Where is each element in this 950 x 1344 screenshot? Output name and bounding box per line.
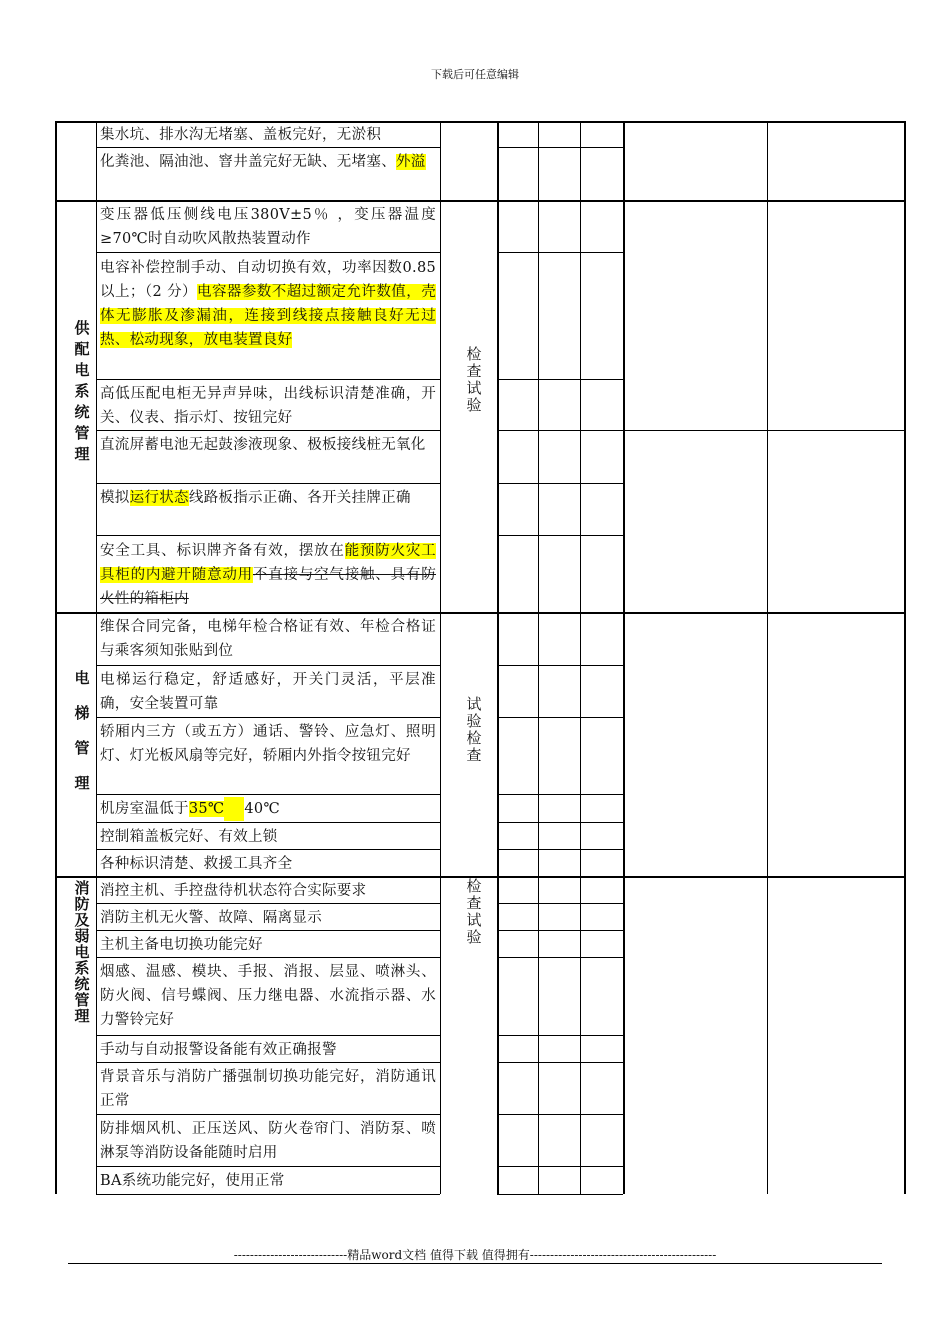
section-label-fire-weak-current [68,880,94,1024]
row-line [96,717,440,718]
score-row-line [497,717,623,718]
item-text-span: 控制箱盖板完好、有效上锁 [100,829,278,845]
col-line [538,121,539,1194]
item-text [100,960,436,1032]
score-row-line [497,535,623,536]
row-line [96,903,440,904]
score-row-line [497,794,623,795]
row-line [96,849,440,850]
score-row-line [497,903,623,904]
page-header: 下载后可任意编辑 [431,68,519,81]
item-text-span: 电容补偿控制手动、自动切换有效，功率因数0.85以上；（2 分） [100,260,436,300]
section-label-text: 消防及弱电系统管理 [72,880,91,1024]
item-text [100,879,436,903]
row-line [96,1194,440,1195]
section-label-elevator [68,670,94,810]
row-line [96,1062,440,1063]
score-row-line [497,1035,623,1036]
item-text-span: 主机主备电切换功能完好 [100,937,263,953]
score-row-line [497,665,623,666]
item-text [100,933,436,957]
row-line [96,665,440,666]
highlighted-text: 外溢 [396,154,426,170]
item-text [100,615,436,663]
item-text [100,668,436,716]
highlight-gap [224,797,244,821]
row-line [96,147,440,148]
page-footer: ----------------------------精品word文档 值得下载 值得拥有---------------------------------------------- [233,1248,717,1262]
method-label-elevator [458,696,488,764]
score-row-line [497,822,623,823]
section-separator [55,612,906,614]
item-text-span: 手动与自动报警设备能有效正确报警 [100,1042,337,1058]
score-row-line [497,379,623,380]
score-row-line [497,1114,623,1115]
section-label-text: 电梯管理 [72,670,91,810]
item-text-span: 背景音乐与消防广播强制切换功能完好，消防通讯正常 [100,1069,436,1109]
highlighted-text: 35℃ [188,801,225,817]
col-line [96,121,97,1194]
score-row-line [497,483,623,484]
score-row-line [497,252,623,253]
item-text [100,539,436,611]
item-text [100,825,436,849]
item-text-span: 安全工具、标识牌齐备有效，摆放在 [100,543,345,559]
item-text-span: 线路板指示正确、各开关挂牌正确 [188,490,411,506]
item-text-span: 高低压配电柜无异声异味，出线标识清楚准确，开关、仪表、指示灯、按钮完好 [100,386,436,426]
score-row-line [497,849,623,850]
item-text [100,256,436,352]
col-line [497,121,499,1194]
item-text [100,852,436,876]
row-line [96,1114,440,1115]
item-text [100,1117,436,1165]
footer-rule [68,1263,882,1264]
score-row-line [497,1062,623,1063]
item-text-span: BA系统功能完好，使用正常 [100,1173,285,1189]
row-line [96,822,440,823]
col-line [440,121,441,1194]
method-label-fire-weak-current [458,878,488,946]
item-text-span: 各种标识清楚、救援工具齐全 [100,856,293,872]
item-text [100,123,436,147]
item-text-span: 集水坑、排水沟无堵塞、盖板完好，无淤积 [100,127,382,143]
score-row-line [497,430,623,431]
item-text [100,1169,436,1193]
item-text-span: 消防主机无火警、故障、隔离显示 [100,910,322,926]
row-line [96,535,440,536]
item-text-span: 电梯运行稳定，舒适感好，开关门灵活，平层准确，安全装置可靠 [100,672,436,712]
item-text [100,720,436,768]
item-text [100,1038,436,1062]
row-line [96,430,440,431]
item-text-span: 防排烟风机、正压送风、防火卷帘门、消防泵、喷淋泵等消防设备能随时启用 [100,1121,436,1161]
item-text [100,382,436,430]
item-text-span: 烟感、温感、模块、手报、消报、层显、喷淋头、防火阀、信号蝶阀、压力继电器、水流指示器、水力警铃完好 [100,964,436,1028]
item-text-span: 变压器低压侧线电压380V±5％ ，变压器温度≥70℃时自动吹风散热装置动作 [100,207,436,247]
row-line [96,252,440,253]
row-line [96,379,440,380]
method-label-power-supply [458,346,488,414]
section-label-power-supply [68,320,94,467]
highlighted-text: 能预防火灾工具柜的内避开随意动用 [100,543,436,583]
item-text [100,1065,436,1113]
item-text [100,150,436,174]
score-row-line [497,147,623,148]
struck-text: 不直接与空气接触、具有防火性的箱柜内 [100,567,436,607]
section-label-text: 供配电系统管理 [72,320,91,467]
row-line [96,483,440,484]
row-line [96,1166,440,1167]
highlighted-text: 运行状态 [129,490,189,506]
score-row-line [497,930,623,931]
row-line [96,1035,440,1036]
item-text-span: 直流屏蓄电池无起鼓渗液现象、极板接线桩无氧化 [100,437,426,453]
score-row-line [497,957,623,958]
row-separator [580,430,906,431]
highlighted-text: 电容器参数不超过额定允许数值，壳体无膨胀及渗漏油，连接到线接点接触良好无过热、松动现象，放电装置良好 [100,284,436,348]
method-label-text: 检查试验 [464,346,483,414]
item-text [100,203,436,251]
item-text-span: 机房室温低于 [100,801,189,817]
col-line [623,121,625,1194]
item-text-span: 化粪池、隔油池、窨井盖完好无缺、无堵塞、 [100,154,396,170]
item-text [100,797,436,821]
col-line [767,121,768,1194]
item-text-span: 消控主机、手控盘待机状态符合实际要求 [100,883,367,899]
row-line [96,794,440,795]
item-text [100,486,436,510]
item-text-span: 40℃ [244,801,280,817]
score-row-line [497,1194,623,1195]
table-border-right [904,121,906,1194]
item-text [100,433,436,457]
col-line [580,121,581,1194]
item-text-span: 维保合同完备，电梯年检合格证有效、年检合格证与乘客须知张贴到位 [100,619,436,659]
item-text-span: 模拟 [100,490,130,506]
row-line [96,930,440,931]
item-text-span: 轿厢内三方（或五方）通话、警铃、应急灯、照明灯、灯光板风扇等完好，轿厢内外指令按钮完好 [100,724,436,764]
section-separator [55,200,906,202]
method-label-text: 试验检查 [464,696,483,764]
table-border-left [55,121,57,1194]
item-text [100,906,436,930]
method-label-text: 检查试验 [464,878,483,946]
row-line [96,957,440,958]
score-row-line [497,1166,623,1167]
